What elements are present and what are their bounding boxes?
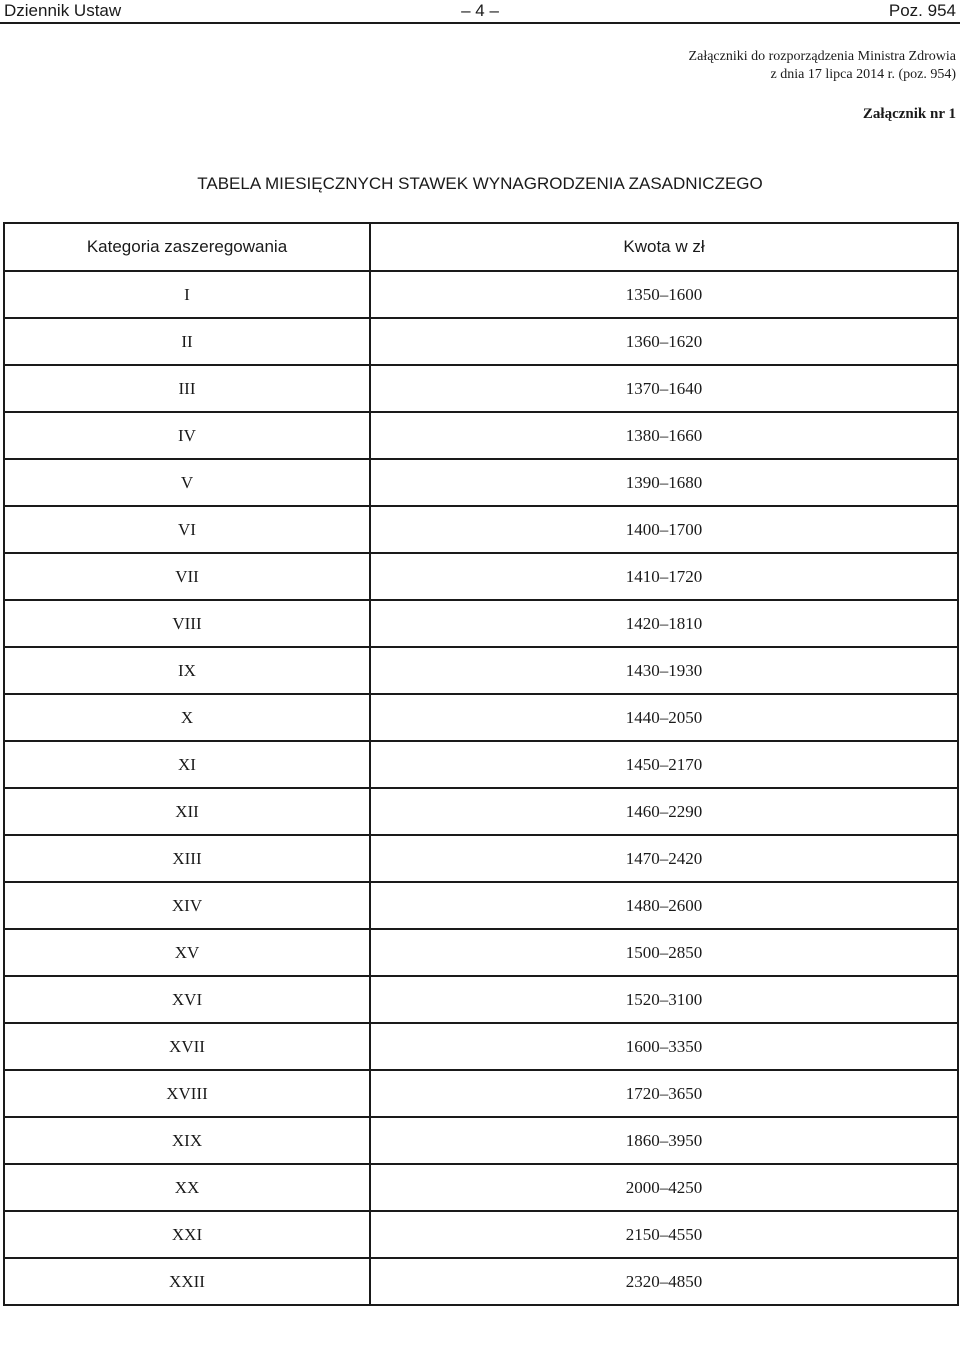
category-cell: III — [4, 365, 370, 412]
table-row — [4, 600, 958, 647]
table-row — [4, 1164, 958, 1211]
annex-reference — [689, 48, 956, 84]
journal-name: Dziennik Ustaw — [4, 1, 122, 20]
table-row — [4, 1117, 958, 1164]
amount-cell: 1600–3350 — [370, 1023, 958, 1070]
table-row — [4, 976, 958, 1023]
category-cell: I — [4, 271, 370, 318]
amount-cell: 1350–1600 — [370, 271, 958, 318]
annex-number: Załącznik nr 1 — [862, 106, 956, 122]
column-header-amount: Kwota w zł — [370, 223, 958, 271]
table-row — [4, 835, 958, 882]
category-cell: II — [4, 318, 370, 365]
table-row — [4, 741, 958, 788]
category-cell: VI — [4, 506, 370, 553]
amount-cell: 1440–2050 — [370, 694, 958, 741]
amount-cell: 1380–1660 — [370, 412, 958, 459]
category-cell: X — [4, 694, 370, 741]
amount-cell: 1390–1680 — [370, 459, 958, 506]
amount-cell: 2150–4550 — [370, 1211, 958, 1258]
category-cell: XII — [4, 788, 370, 835]
category-cell: V — [4, 459, 370, 506]
category-cell: VIII — [4, 600, 370, 647]
table-row — [4, 459, 958, 506]
category-cell: IV — [4, 412, 370, 459]
amount-cell: 1470–2420 — [370, 835, 958, 882]
category-cell: XX — [4, 1164, 370, 1211]
table-row — [4, 506, 958, 553]
table-row — [4, 553, 958, 600]
amount-cell: 1360–1620 — [370, 318, 958, 365]
table-row — [4, 412, 958, 459]
category-cell: XXI — [4, 1211, 370, 1258]
table-row — [4, 1258, 958, 1305]
header-rule — [0, 22, 960, 24]
category-cell: XVIII — [4, 1070, 370, 1117]
category-cell: XXII — [4, 1258, 370, 1305]
salary-rates-table — [3, 222, 959, 1306]
amount-cell: 1370–1640 — [370, 365, 958, 412]
category-cell: VII — [4, 553, 370, 600]
table-row — [4, 271, 958, 318]
amount-cell: 1430–1930 — [370, 647, 958, 694]
amount-cell: 1720–3650 — [370, 1070, 958, 1117]
category-cell: XVI — [4, 976, 370, 1023]
annex-reference-line-2: z dnia 17 lipca 2014 r. (poz. 954) — [770, 67, 956, 82]
amount-cell: 1520–3100 — [370, 976, 958, 1023]
category-cell: XI — [4, 741, 370, 788]
category-cell: XIII — [4, 835, 370, 882]
category-cell: XIX — [4, 1117, 370, 1164]
position-number: Poz. 954 — [888, 1, 956, 20]
table-row — [4, 1211, 958, 1258]
amount-cell: 1420–1810 — [370, 600, 958, 647]
page-header — [0, 0, 960, 24]
table-title: TABELA MIESIĘCZNYCH STAWEK WYNAGRODZENIA ZASADNICZEGO — [197, 174, 763, 193]
table-row — [4, 318, 958, 365]
amount-cell: 1860–3950 — [370, 1117, 958, 1164]
table-row — [4, 694, 958, 741]
category-cell: XIV — [4, 882, 370, 929]
table-row — [4, 647, 958, 694]
table-row — [4, 882, 958, 929]
table-row — [4, 365, 958, 412]
amount-cell: 1410–1720 — [370, 553, 958, 600]
table-row — [4, 929, 958, 976]
amount-cell: 1460–2290 — [370, 788, 958, 835]
table-header-row — [4, 223, 958, 271]
table-row — [4, 1023, 958, 1070]
amount-cell: 2320–4850 — [370, 1258, 958, 1305]
annex-reference-line-1: Załączniki do rozporządzenia Ministra Zdrowia — [688, 49, 956, 64]
amount-cell: 1450–2170 — [370, 741, 958, 788]
page-number: – 4 – — [461, 1, 499, 20]
category-cell: XVII — [4, 1023, 370, 1070]
table-row — [4, 788, 958, 835]
category-cell: IX — [4, 647, 370, 694]
amount-cell: 1480–2600 — [370, 882, 958, 929]
amount-cell: 1500–2850 — [370, 929, 958, 976]
amount-cell: 2000–4250 — [370, 1164, 958, 1211]
amount-cell: 1400–1700 — [370, 506, 958, 553]
table-body — [4, 271, 958, 1305]
table-row — [4, 1070, 958, 1117]
category-cell: XV — [4, 929, 370, 976]
column-header-category: Kategoria zaszeregowania — [4, 223, 370, 271]
